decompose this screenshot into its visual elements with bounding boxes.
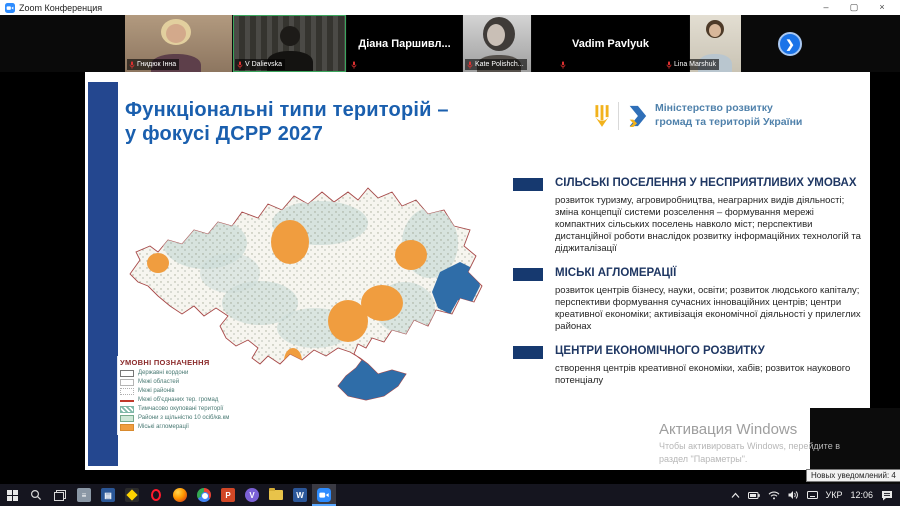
windows-activation-watermark [659,421,871,465]
legend-item: Тимчасово окуповані території [120,406,244,413]
taskbar-app-viber[interactable] [240,484,264,506]
oblast-border-swatch [120,379,134,386]
muted-mic-icon [351,61,357,69]
section-title: ЦЕНТРИ ЕКОНОМІЧНОГО РОЗВИТКУ [555,344,765,357]
participant-tile-dalievska[interactable] [233,15,346,72]
taskbar-app-chrome[interactable] [192,484,216,506]
presentation-slide [85,72,870,470]
legend-item: Межі районів [120,388,244,395]
watermark-title: Активация Windows [659,421,798,438]
avatar-face [166,24,186,43]
participant-tile-gnydiuk[interactable] [125,15,232,72]
search-icon [30,489,42,501]
muted-mic-icon [129,61,135,69]
slide-sections [513,176,865,397]
ministry-name [655,102,802,129]
trident-icon [593,104,611,128]
tray-expand-icon[interactable] [731,492,740,499]
close-button[interactable]: × [879,2,885,12]
legend-item: Державні кордони [120,370,244,377]
muted-mic-icon [237,61,243,69]
ministry-line1: Міністерство розвитку [655,102,773,115]
taskbar-app-powerpoint[interactable] [216,484,240,506]
participant-name-tag [465,59,527,70]
battery-icon[interactable] [748,491,760,500]
next-participants-button[interactable] [778,32,802,56]
occupied-territory-swatch [120,406,134,413]
window-titlebar [0,0,900,15]
participant-name: Діана Паршивл... [358,37,451,50]
zoom-app-icon [5,3,15,13]
ministry-logo [593,102,802,130]
task-view-button[interactable] [48,484,72,506]
map-agglomeration-odesa [284,348,302,374]
section-urban-agglomerations [513,266,865,333]
taskbar-search-button[interactable] [24,484,48,506]
map-agglomeration-kyiv [271,220,309,264]
taskbar-app-firefox[interactable] [168,484,192,506]
antivirus-icon [125,488,139,502]
task-view-icon [54,490,66,501]
muted-mic-icon [467,61,473,69]
taskbar-app-word[interactable] [288,484,312,506]
legend-item: Міські агломерації [120,424,244,431]
chevron-logo-icon [626,103,648,129]
windows-logo-icon [7,490,18,501]
avatar-face [709,24,721,37]
raion-border-swatch [120,388,134,395]
watermark-body: Чтобы активировать Windows, перейдите в раздел "Параметры". [659,441,840,464]
photos-folder-icon [269,490,283,500]
powerpoint-icon: P [221,488,235,502]
participant-tile-lina[interactable] [674,15,741,72]
section-bullet-swatch [513,268,543,281]
section-body: створення центрів креативної економіки, хабів; розвиток наукового потенціалу [555,362,851,386]
section-body: розвиток туризму, агровиробництва, неаграрних видів діяльності; зміна концепції системи розселення – формування мережі компактних сільських поселень навколо міст; перспективи дистанційної роботи внаслідок розвитку інформаційних технологій та діджиталізації [555,194,861,254]
taskbar-app-opera[interactable] [144,484,168,506]
zoom-icon [317,488,331,502]
slide-title [125,98,449,147]
density-swatch [120,415,134,422]
ministry-line2: громад та територій України [655,116,803,128]
notifications-tooltip: Новых уведомлений: 4 [806,469,900,482]
volume-icon[interactable] [788,490,799,500]
section-body: розвиток центрів бізнесу, науки, освіти; розвиток людського капіталу; перспективи формування сучасних інноваційних центрів; центри креативної економіки; активізація економічної діяльності у прилеглих районах [555,284,861,332]
document-app-icon: ≡ [77,488,91,502]
section-bullet-swatch [513,178,543,191]
minimize-button[interactable]: – [823,2,829,12]
chevron-right-icon: ❯ [785,38,795,51]
map-agglomeration-lviv [147,253,169,273]
participant-name: Lina Marshuk [674,61,717,68]
taskbar-app-document[interactable] [72,484,96,506]
muted-mic-icon [666,61,672,69]
map-occupied-crimea [338,360,406,400]
start-button[interactable] [0,484,24,506]
muted-mic-icon [560,61,566,69]
slide-title-line2: у фокусі ДСРР 2027 [125,123,324,146]
maximize-button[interactable]: ▢ [849,2,859,12]
window-title: Zoom Конференция [19,2,103,13]
legend-item: Межі об'єднаних тер. громад [120,397,244,404]
participant-tile-kate[interactable] [463,15,531,72]
legend-item: Межі областей [120,379,244,386]
participant-name: Гнидюк Інна [137,61,177,68]
map-agglomeration-kharkiv [395,240,427,270]
legend-title: УМОВНІ ПОЗНАЧЕННЯ [120,358,210,367]
state-border-swatch [120,370,134,377]
map-agglomeration-kryvbas [328,300,368,342]
avatar [280,26,300,46]
language-indicator[interactable]: УКР [825,490,843,500]
taskbar-app-antivirus[interactable] [120,484,144,506]
clock[interactable]: 12:06 [850,490,873,500]
explorer-icon: ▤ [101,488,115,502]
word-icon: W [293,488,307,502]
logo-divider [618,102,619,130]
section-rural-settlements [513,176,865,255]
map-legend [117,356,247,435]
viber-icon: V [245,488,259,502]
participant-name: V Dalievska [245,61,282,68]
participant-strip [0,15,900,72]
agglomeration-swatch [120,424,134,431]
participant-name: Kate Polishch... [475,61,524,68]
hromada-border-swatch [120,400,134,402]
wifi-icon[interactable] [768,491,780,500]
taskbar [0,484,900,506]
firefox-icon [173,488,187,502]
opera-icon [151,489,161,501]
participant-name: Vadim Pavlyuk [571,37,650,50]
input-indicator-icon[interactable] [807,491,818,500]
section-title: МІСЬКІ АГЛОМЕРАЦІЇ [555,266,677,279]
avatar-face [487,24,505,46]
participant-name-tag [235,59,285,70]
taskbar-app-photos[interactable] [264,484,288,506]
system-tray [731,490,900,501]
slide-title-line1: Функціональні типи територій – [125,99,449,121]
legend-item: Райони з щільністю 10 осіб/кв.км [120,415,244,422]
taskbar-app-explorer[interactable] [96,484,120,506]
section-bullet-swatch [513,346,543,359]
section-title: СІЛЬСЬКІ ПОСЕЛЕННЯ У НЕСПРИЯТЛИВИХ УМОВАХ [555,177,857,189]
participant-name-tag [664,59,719,70]
chrome-icon [197,488,211,502]
taskbar-app-zoom[interactable] [312,484,336,506]
participant-name-tag [127,59,179,70]
participant-tile-diana[interactable] [347,15,462,72]
action-center-icon[interactable] [881,490,893,501]
section-economic-centers [513,344,865,387]
